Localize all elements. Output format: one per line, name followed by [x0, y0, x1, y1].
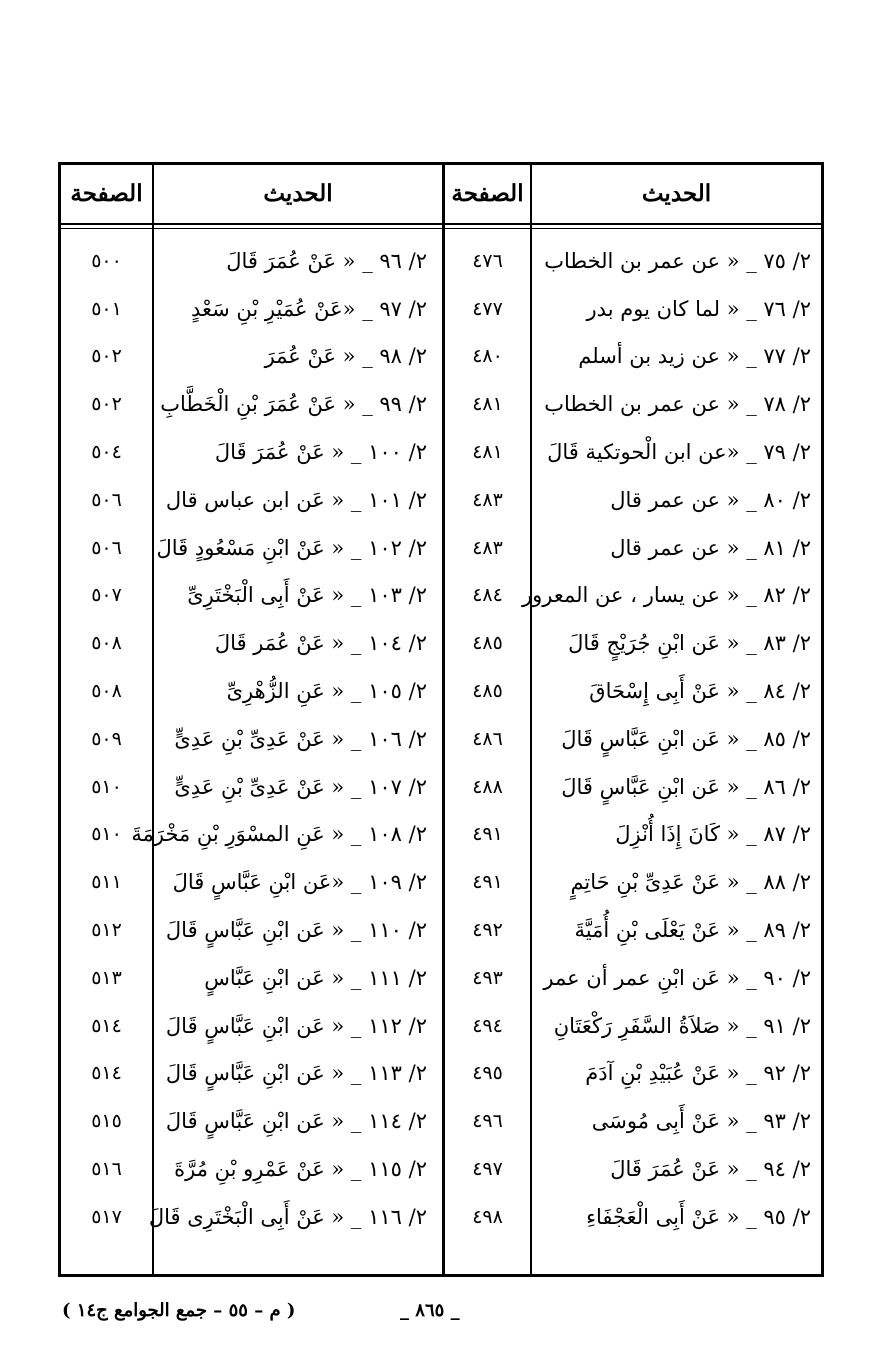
right-page-number: ٤٩١ — [472, 871, 503, 894]
right-page-number: ٤٩٢ — [472, 919, 503, 942]
table-row — [61, 1050, 821, 1098]
left-hadith-entry: ٢/ ١١٢ _ « عَن ابْنِ عَبَّاسٍ قَالَ — [165, 1013, 427, 1038]
left-page-number: ٥٠٢ — [91, 393, 122, 416]
left-hadith-entry: ٢/ ١٠٠ _ « عَنْ عُمَرَ قَالَ — [214, 440, 427, 465]
right-hadith-entry: ٢/ ٧٧ _ « عن زيد بن أسلم — [578, 344, 811, 369]
right-page-number: ٤٨٣ — [472, 488, 503, 511]
table-row — [61, 763, 821, 811]
header-right-hadith: الحديث — [641, 179, 712, 207]
right-page-number: ٤٩٣ — [472, 966, 503, 989]
left-hadith-entry: ٢/ ١١٣ _ « عَن ابْنِ عَبَّاسٍ قَالَ — [165, 1061, 427, 1086]
page-number: _ ٨٦٥ _ — [400, 1300, 460, 1321]
left-hadith-entry: ٢/ ١٠٣ _ « عَنْ أَبِى الْبَخْتَرِىِّ — [187, 583, 427, 608]
left-page-number: ٥١٠ — [91, 775, 122, 798]
right-hadith-entry: ٢/ ٨٣ _ « عَن ابْنِ جُرَيْجٍ قَالَ — [568, 631, 811, 656]
left-page-number: ٥١٥ — [91, 1110, 122, 1133]
right-page-number: ٤٨٤ — [472, 584, 503, 607]
left-hadith-entry: ٢/ ١٠٨ _ « عَنِ المسْوَرِ بْنِ مَخْرَمَةَ — [131, 822, 427, 847]
left-hadith-entry: ٢/ ١١٠ _ « عَن ابْنِ عَبَّاسٍ قَالَ — [165, 918, 427, 943]
right-hadith-entry: ٢/ ٧٩ _ «عن ابن الْحوتكية قَالَ — [547, 440, 811, 465]
table-row — [61, 285, 821, 333]
left-hadith-entry: ٢/ ١٠٢ _ « عَنْ ابْنِ مَسْعُودٍ قَالَ — [156, 535, 427, 560]
left-hadith-entry: ٢/ ١٠٦ _ « عَنْ عَدِىِّ بْنِ عَدِىٍّ — [174, 726, 427, 751]
right-page-number: ٤٨١ — [472, 441, 503, 464]
header-divider — [61, 223, 821, 225]
left-page-number: ٥١٤ — [91, 1062, 122, 1085]
right-hadith-entry: ٢/ ٨٩ _ « عَنْ يَعْلَى بْنِ أُمَيَّةَ — [574, 918, 811, 943]
table-row — [61, 1002, 821, 1050]
right-hadith-entry: ٢/ ٨٢ _ « عن يسار ، عن المعرور — [522, 583, 811, 608]
left-hadith-entry: ٢/ ١٠٩ _ «عَن ابْنِ عَبَّاسٍ قَالَ — [172, 870, 427, 895]
table-row — [61, 333, 821, 381]
table-row — [61, 476, 821, 524]
table-row — [61, 1097, 821, 1145]
left-page-number: ٥١٣ — [91, 966, 122, 989]
right-hadith-entry: ٢/ ٨٠ _ « عن عمر قال — [610, 487, 811, 512]
right-hadith-entry: ٢/ ٨٦ _ « عَن ابْنِ عَبَّاسٍ قَالَ — [561, 774, 811, 799]
left-hadith-entry: ٢/ ١٠٤ _ « عَنْ عُمَر قَالَ — [214, 631, 427, 656]
left-hadith-entry: ٢/ ١١٦ _ « عَنْ أَبِى الْبَخْتَرِى قَالَ — [148, 1204, 427, 1229]
left-page-number: ٥٠١ — [91, 297, 122, 320]
table-row — [61, 954, 821, 1002]
table-row — [61, 811, 821, 859]
right-page-number: ٤٩١ — [472, 823, 503, 846]
left-hadith-entry: ٢/ ٩٧ _ «عَنْ عُمَيْرِ بْنِ سَعْدٍ — [190, 296, 427, 321]
table-row — [61, 715, 821, 763]
table-row — [61, 858, 821, 906]
right-page-number: ٤٨٣ — [472, 536, 503, 559]
right-hadith-entry: ٢/ ٧٨ _ « عن عمر بن الخطاب — [544, 392, 811, 417]
left-page-number: ٥١١ — [91, 871, 122, 894]
right-page-number: ٤٨٠ — [472, 345, 503, 368]
right-page-number: ٤٧٦ — [472, 249, 503, 272]
left-page-number: ٥٠٠ — [91, 249, 122, 272]
right-hadith-entry: ٢/ ٧٥ _ « عن عمر بن الخطاب — [544, 248, 811, 273]
right-hadith-entry: ٢/ ٧٦ _ « لما كان يوم بدر — [586, 296, 811, 321]
right-page-number: ٤٨٥ — [472, 632, 503, 655]
right-hadith-entry: ٢/ ٩٢ _ « عَنْ عُبَيْدِ بْنِ آدَمَ — [585, 1061, 811, 1086]
right-hadith-entry: ٢/ ٩٣ _ « عَنْ أَبِى مُوسَى — [591, 1109, 811, 1134]
left-page-number: ٥٠٩ — [91, 727, 122, 750]
table-rows — [61, 237, 821, 1241]
right-page-number: ٤٨٥ — [472, 680, 503, 703]
left-hadith-entry: ٢/ ١٠٧ _ « عَنْ عَدِىِّ بْنِ عَدِىٍّ — [174, 774, 427, 799]
header-divider-inner — [61, 228, 821, 229]
header-left-page: الصفحة — [70, 179, 143, 207]
right-hadith-entry: ٢/ ٩١ _ « صَلاَةُ السَّفَرِ رَكْعَتَانِ — [553, 1013, 811, 1038]
left-hadith-entry: ٢/ ٩٨ _ « عَنْ عُمَرَ — [264, 344, 427, 369]
table-row — [61, 237, 821, 285]
right-page-number: ٤٩٦ — [472, 1110, 503, 1133]
right-hadith-entry: ٢/ ٩٥ _ « عَنْ أَبِى الْعَجْفَاءِ — [586, 1204, 811, 1229]
header-left-hadith: الحديث — [263, 179, 333, 207]
table-row — [61, 906, 821, 954]
left-hadith-entry: ٢/ ١٠١ _ « عَن ابن عباس قال — [165, 487, 427, 512]
left-hadith-entry: ٢/ ٩٦ _ « عَنْ عُمَرَ قَالَ — [226, 248, 427, 273]
left-page-number: ٥١٤ — [91, 1014, 122, 1037]
table-row — [61, 1193, 821, 1241]
left-page-number: ٥١٠ — [91, 823, 122, 846]
table-row — [61, 572, 821, 620]
right-hadith-entry: ٢/ ٨٧ _ « كَانَ إِذَا أُنْزِلَ — [615, 822, 811, 847]
left-hadith-entry: ٢/ ١١٤ _ « عَن ابْنِ عَبَّاسٍ قَالَ — [165, 1109, 427, 1134]
left-page-number: ٥٠٢ — [91, 345, 122, 368]
left-page-number: ٥١٦ — [91, 1158, 122, 1181]
right-page-number: ٤٧٧ — [472, 297, 503, 320]
right-page-number: ٤٩٤ — [472, 1014, 503, 1037]
header-right-page: الصفحة — [451, 179, 524, 207]
left-page-number: ٥٠٦ — [91, 536, 122, 559]
left-page-number: ٥٠٧ — [91, 584, 122, 607]
left-page-number: ٥٠٨ — [91, 680, 122, 703]
table-row — [61, 524, 821, 572]
table-row — [61, 1145, 821, 1193]
index-table — [58, 162, 824, 1277]
right-hadith-entry: ٢/ ٩٠ _ « عَن ابْنِ عمر أن عمر — [543, 965, 811, 990]
right-page-number: ٤٨٨ — [472, 775, 503, 798]
left-hadith-entry: ٢/ ١١١ _ « عَن ابْنِ عَبَّاسٍ — [204, 965, 427, 990]
left-hadith-entry: ٢/ ١١٥ _ « عَنْ عَمْرِو بْنِ مُرَّةَ — [174, 1157, 427, 1182]
table-row — [61, 667, 821, 715]
table-row — [61, 380, 821, 428]
right-page-number: ٤٨١ — [472, 393, 503, 416]
right-page-number: ٤٩٧ — [472, 1158, 503, 1181]
right-page-number: ٤٩٨ — [472, 1205, 503, 1228]
right-page-number: ٤٩٥ — [472, 1062, 503, 1085]
left-page-number: ٥١٢ — [91, 919, 122, 942]
right-hadith-entry: ٢/ ٩٤ _ « عَنْ عُمَرَ قَالَ — [610, 1157, 811, 1182]
right-page-number: ٤٨٦ — [472, 727, 503, 750]
right-hadith-entry: ٢/ ٨٨ _ « عَنْ عَدِىِّ بْنِ حَاتِمٍ — [570, 870, 811, 895]
left-page-number: ٥٠٨ — [91, 632, 122, 655]
table-row — [61, 619, 821, 667]
right-hadith-entry: ٢/ ٨٤ _ « عَنْ أَبِى إِسْحَاقَ — [589, 679, 811, 704]
left-page-number: ٥٠٤ — [91, 441, 122, 464]
left-page-number: ٥١٧ — [91, 1205, 122, 1228]
left-hadith-entry: ٢/ ١٠٥ _ « عَنِ الزُّهْرِىِّ — [226, 679, 427, 704]
right-hadith-entry: ٢/ ٨٥ _ « عَن ابْنِ عَبَّاسٍ قَالَ — [561, 726, 811, 751]
volume-note: ( م – ٥٥ – جمع الجوامع ج١٤ ) — [62, 1300, 296, 1321]
right-hadith-entry: ٢/ ٨١ _ « عن عمر قال — [610, 535, 811, 560]
left-page-number: ٥٠٦ — [91, 488, 122, 511]
table-row — [61, 428, 821, 476]
left-hadith-entry: ٢/ ٩٩ _ « عَنْ عُمَرَ بْنِ الْخَطَّابِ — [160, 392, 427, 417]
